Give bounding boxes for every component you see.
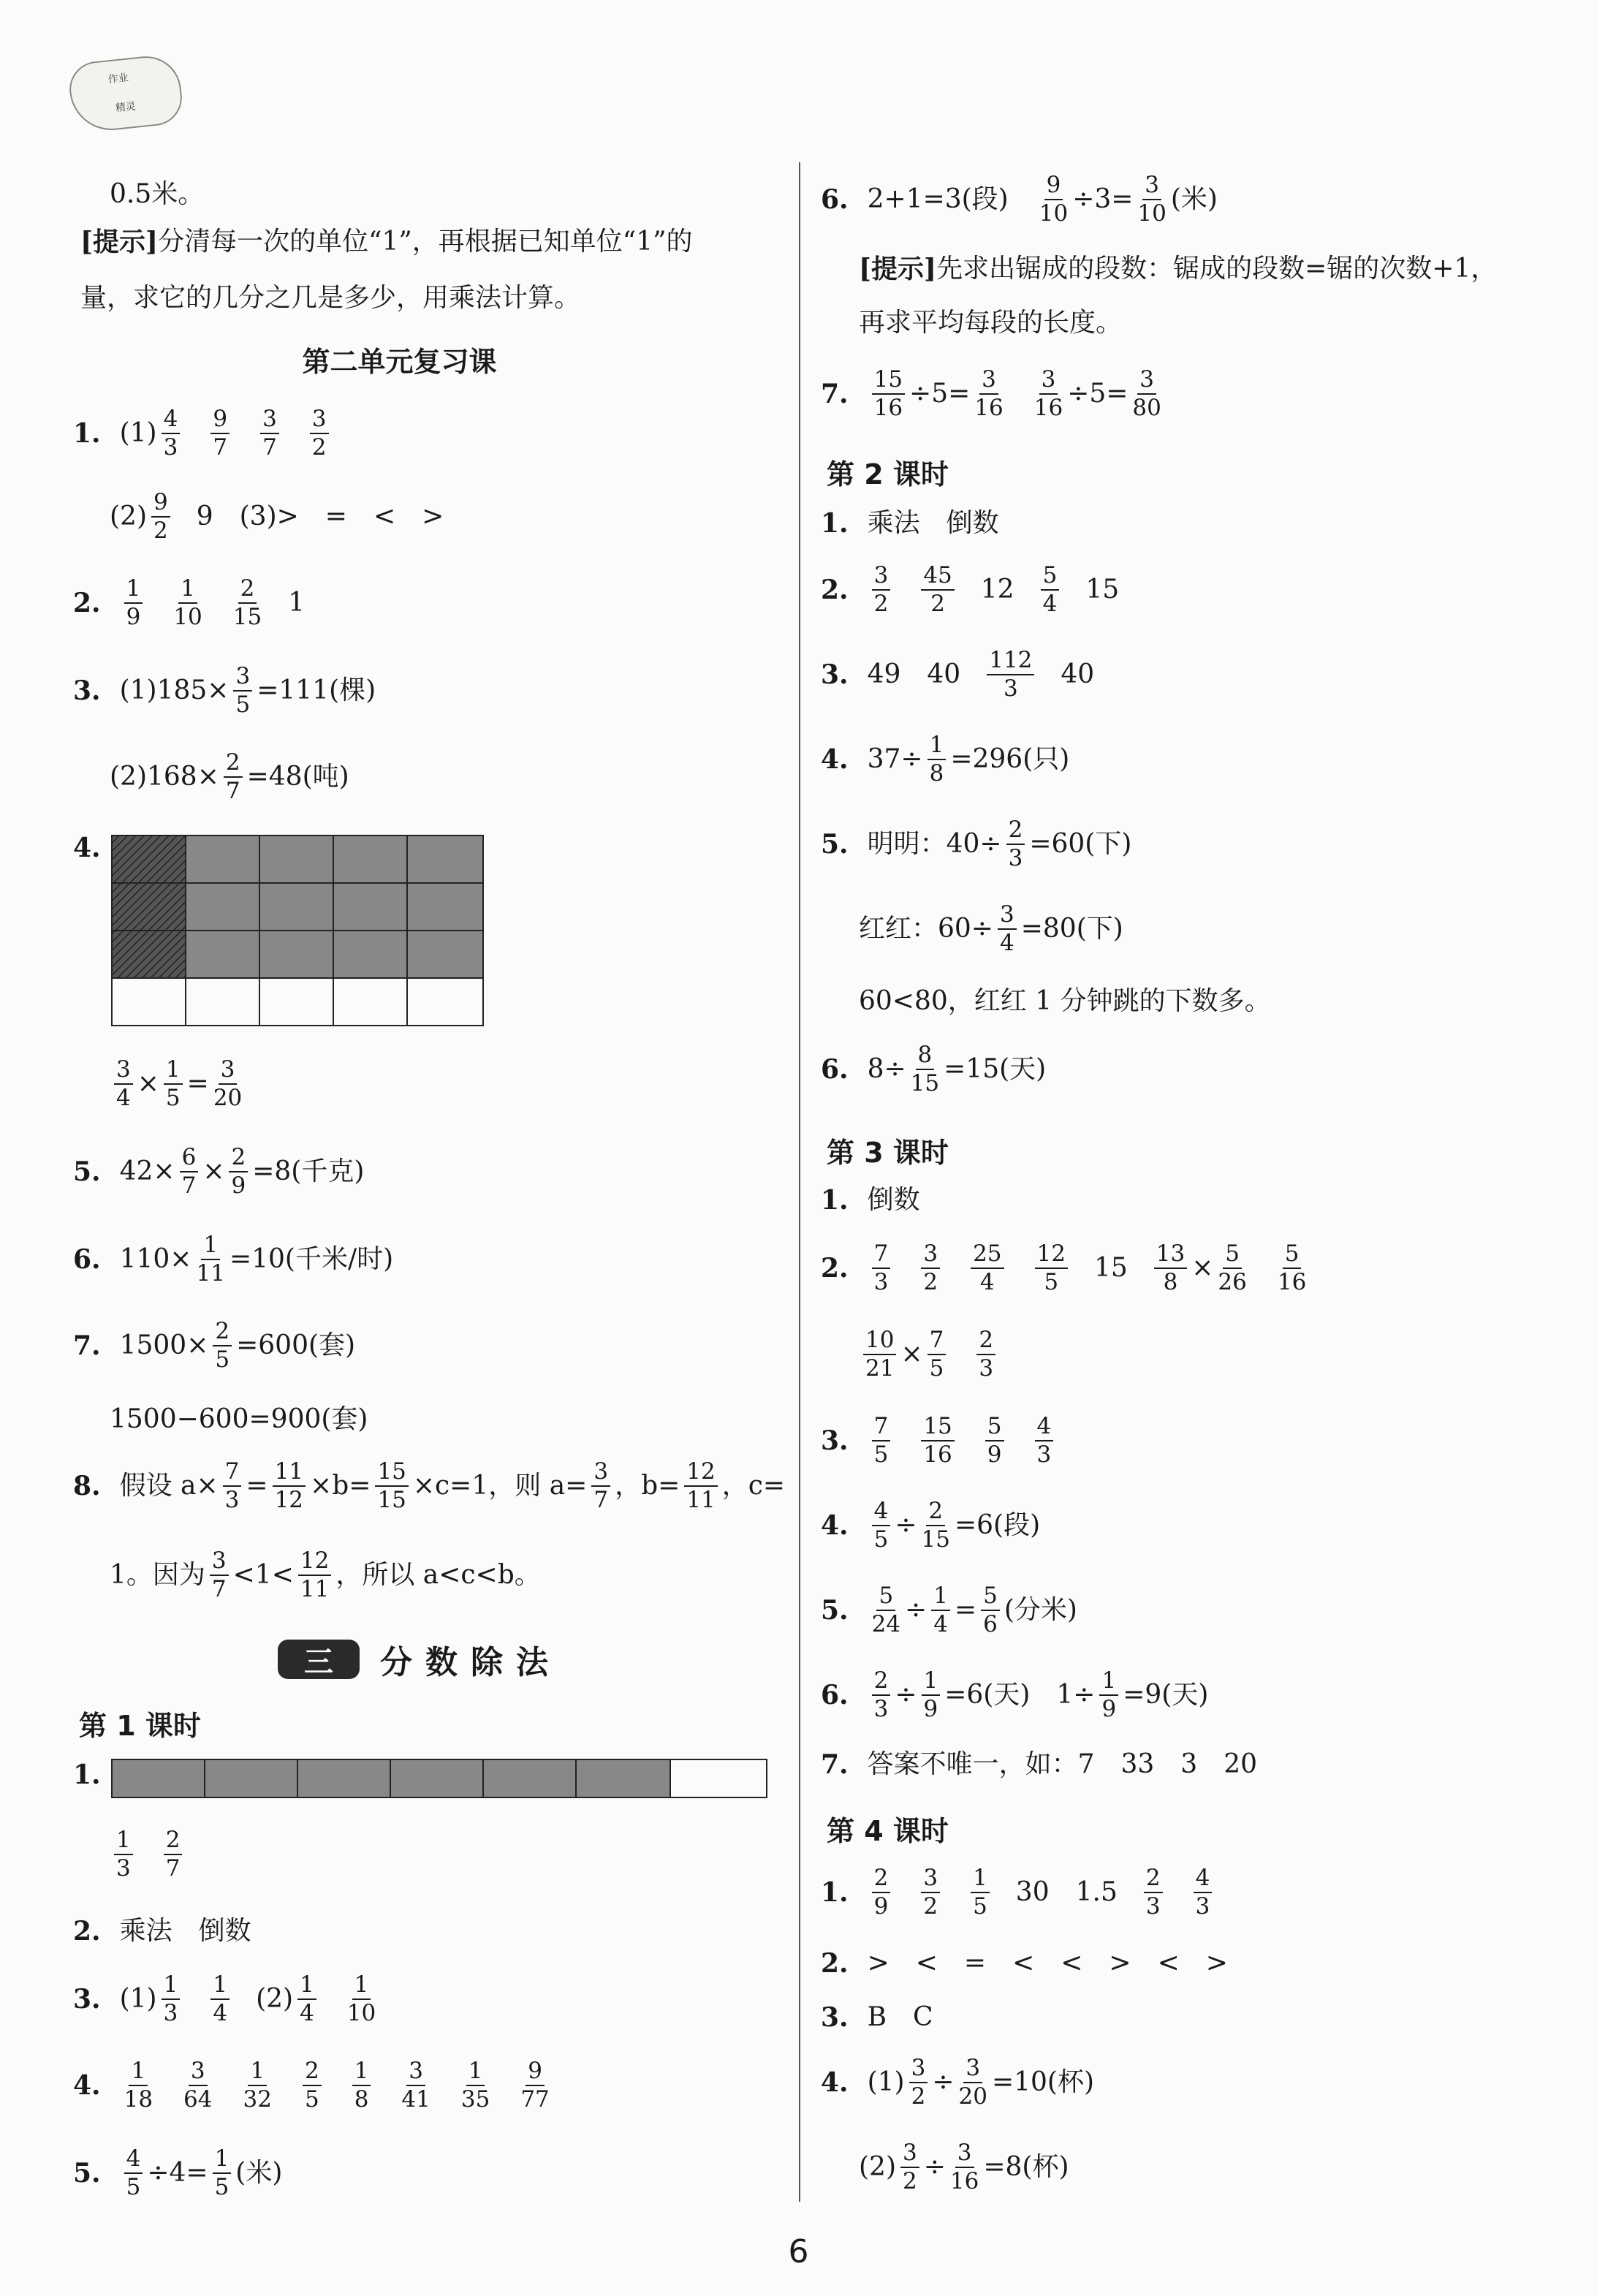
lesson1-question-3: 3. (1) $\frac{1}{3}$ $\frac{1}{4}$ (2) $\frac{1}{4}$ $\frac{1}{10}$ <box>73 1971 376 2026</box>
lesson3-question-3: 3. $\frac{7}{5}$ $\frac{15}{16}$ $\frac{5}{9}$ $\frac{4}{3}$ <box>821 1415 1058 1466</box>
fraction: $\frac{4}{5}$ <box>124 2147 143 2199</box>
fraction: $\frac{3}{2}$ <box>909 2056 928 2108</box>
question-8: 8. 假设 a× $\frac{7}{3}$ = $\frac{11}{12}$ ×b= $\frac{15}{15}$ ×c=1，则 a= $\frac{3}{7}$ ，b= $\frac{12}{11}$ ，c= <box>73 1458 786 1513</box>
question-7: 7. $\frac{15}{16}$ ÷5= $\frac{3}{16}$ $\frac{3}{16}$ ÷5= $\frac{3}{80}$ <box>821 366 1161 421</box>
lesson2-question-5-c: 60<80，红红 1 分钟跳的下数多。 <box>859 986 1271 1016</box>
question-1-b: (2) 9 2 9 (3)> = < > <box>110 489 444 544</box>
fraction: $\frac{12}{5}$ <box>1035 1242 1068 1294</box>
fraction: $\frac{2}{3}$ <box>1006 818 1025 870</box>
fraction: 12 11 <box>298 1549 331 1601</box>
lesson1-question-2: 2. 乘法 倒数 <box>73 1916 251 1947</box>
lesson3-question-1: 1. 倒数 <box>821 1185 920 1216</box>
fraction: $\frac{1}{4}$ <box>210 1973 230 2025</box>
hint-line: [提示] 分清每一次的单位“1”，再根据已知单位“1”的 <box>80 227 693 257</box>
fraction: $\frac{9}{10}$ <box>1039 172 1069 227</box>
fraction: 2 9 <box>872 1866 891 1918</box>
fraction: $\frac{3}{20}$ <box>213 1056 243 1111</box>
fraction: $\frac{11}{12}$ <box>273 1460 306 1512</box>
logo-text: 精灵 <box>115 100 137 115</box>
fraction: $\frac{4}{3}$ <box>162 407 181 459</box>
fraction: $\frac{1}{8}$ <box>928 733 947 785</box>
lesson3-question-5: 5. $\frac{5}{24}$ ÷ $\frac{1}{4}$ = $\frac{5}{6}$ (分米) <box>821 1583 1077 1637</box>
fraction: 2 3 <box>1144 1866 1163 1918</box>
hint-line: 再求平均每段的长度。 <box>859 308 1123 338</box>
fraction: $\frac{7}{5}$ <box>872 1414 891 1466</box>
fraction: $\frac{5}{9}$ <box>985 1414 1004 1466</box>
hint-line: [提示] 先求出锯成的段数：锯成的段数=锯的次数+1， <box>859 254 1498 284</box>
lesson4-question-1: 1. 2 9 3 2 1 5 30 1.5 2 3 4 3 <box>821 1867 1216 1918</box>
fraction: 5 16 <box>1277 1240 1307 1295</box>
lesson2-question-4: 4. 37÷ $\frac{1}{8}$ =296(只) <box>821 732 1070 787</box>
fraction: $\frac{7}{5}$ <box>928 1328 947 1380</box>
unit-3-header <box>278 1636 561 1683</box>
fraction: $\frac{3}{7}$ <box>591 1460 610 1512</box>
fraction: $\frac{1}{9}$ <box>922 1669 941 1721</box>
fraction: $\frac{1}{32}$ <box>243 2058 272 2113</box>
fraction: $\frac{3}{2}$ <box>310 407 329 459</box>
fraction: $\frac{3}{64}$ <box>183 2058 213 2113</box>
lesson2-question-5: 5. 明明：40÷ $\frac{2}{3}$ =60(下) <box>821 817 1132 871</box>
fraction: $\frac{1}{4}$ <box>931 1584 950 1636</box>
lesson4-question-4-b: (2) $\frac{3}{2}$ ÷ $\frac{3}{16}$ =8(杯) <box>859 2140 1069 2194</box>
lesson2-question-6: 6. 8÷ $\frac{8}{15}$ =15(天) <box>821 1042 1047 1096</box>
fraction: $\frac{1}{9}$ <box>124 577 143 629</box>
fraction: $\frac{3}{5}$ <box>233 664 252 716</box>
lesson4-question-3: 3. B C <box>821 2002 933 2033</box>
question-5: 5. 42× $\frac{6}{7}$ × $\frac{2}{9}$ =8(千克) <box>73 1144 365 1199</box>
fraction: $\frac{1}{11}$ <box>196 1232 225 1287</box>
fraction: $\frac{15}{15}$ <box>375 1460 408 1512</box>
question-2: 2. $\frac{1}{9}$ $\frac{1}{10}$ $\frac{2}{15}$ 1 <box>73 575 306 630</box>
fraction: $\frac{3}{16}$ <box>974 366 1004 421</box>
fraction: 5 4 <box>1041 564 1060 615</box>
fraction: $\frac{5}{6}$ <box>981 1584 1000 1636</box>
fraction: 3 2 <box>872 564 891 615</box>
fraction: 1 5 <box>971 1866 990 1918</box>
fraction: $\frac{1}{10}$ <box>346 1971 376 2026</box>
fraction: $\frac{2}{7}$ <box>224 751 243 803</box>
fraction: $\frac{9}{7}$ <box>210 407 230 459</box>
lesson-2-title: 第 2 课时 <box>827 458 949 490</box>
fraction: $\frac{5}{26}$ <box>1218 1240 1247 1295</box>
column-divider <box>799 162 800 2202</box>
fraction: $\frac{1}{10}$ <box>173 575 202 630</box>
fraction: $\frac{3}{2}$ <box>921 1242 940 1294</box>
fraction: $\frac{2}{5}$ <box>303 2059 322 2111</box>
question-3: 3. (1)185× $\frac{3}{5}$ =111(棵) <box>73 663 376 718</box>
fraction: $\frac{1}{18}$ <box>124 2058 153 2113</box>
fraction: 4 3 <box>1194 1866 1213 1918</box>
lesson2-question-3: 3. 49 40 112 3 40 <box>821 647 1095 702</box>
fraction: $\frac{2}{7}$ <box>164 1828 183 1880</box>
fraction: $\frac{3}{16}$ <box>949 2140 979 2194</box>
fraction: $\frac{9}{77}$ <box>520 2058 550 2113</box>
fraction: $\frac{5}{24}$ <box>871 1583 901 1637</box>
fraction: $\frac{1}{4}$ <box>297 1973 316 2025</box>
fraction-grid-diagram <box>111 835 484 1026</box>
lesson3-question-2: 2. $\frac{7}{3}$ $\frac{3}{2}$ $\frac{25}{4}$ $\frac{12}{5}$ 15 $\frac{13}{8}$ × $\frac{5}{26}$ 5 16 <box>821 1240 1307 1295</box>
fraction: $\frac{1}{5}$ <box>213 2147 232 2199</box>
fraction: $\frac{2}{15}$ <box>232 575 262 630</box>
question-3-b: (2)168× $\frac{2}{7}$ =48(吨) <box>110 749 349 804</box>
lesson1-question-1: 1. <box>73 1759 101 1790</box>
fraction: $\frac{3}{80}$ <box>1132 366 1161 421</box>
fraction: $\frac{2}{9}$ <box>229 1145 248 1197</box>
fraction: $\frac{2}{3}$ <box>872 1669 891 1721</box>
fraction: $\frac{1}{5}$ <box>164 1058 183 1110</box>
fraction: $\frac{15}{16}$ <box>872 368 905 420</box>
lesson4-question-4: 4. (1) $\frac{3}{2}$ ÷ $\frac{3}{20}$ =10(杯) <box>821 2055 1095 2110</box>
fraction: $\frac{12}{11}$ <box>684 1460 717 1512</box>
question-7-b: 1500−600=900(套) <box>110 1404 368 1434</box>
fraction: $\frac{4}{3}$ <box>1035 1414 1054 1466</box>
question-4-equation: $\frac{3}{4}$ × $\frac{1}{5}$ = $\frac{3}{20}$ <box>110 1058 246 1110</box>
lesson1-question-4: 4. $\frac{1}{18}$ $\frac{3}{64}$ $\frac{1}{32}$ $\frac{2}{5}$ $\frac{1}{8}$ $\frac{3}{41}$ $\frac{1}{35}$ $\frac{9}{77}$ <box>73 2058 550 2113</box>
question-8-b: 1。因为 3 7 <1< 12 11 ，所以 a<c<b。 <box>110 1547 541 1602</box>
page-number: 6 <box>788 2233 809 2270</box>
lesson-1-title: 第 1 课时 <box>79 1710 201 1742</box>
logo-text: 作业 <box>107 72 129 86</box>
fraction: $\frac{2}{5}$ <box>213 1319 232 1371</box>
lesson3-question-4: 4. $\frac{4}{5}$ ÷ $\frac{2}{15}$ =6(段) <box>821 1498 1041 1553</box>
fraction: $\frac{3}{7}$ <box>260 407 279 459</box>
fraction: 112 3 <box>987 648 1034 700</box>
fraction: $\frac{4}{5}$ <box>872 1499 891 1551</box>
fraction: $\frac{7}{3}$ <box>223 1460 242 1512</box>
lesson2-question-2: 2. 3 2 45 2 12 5 4 15 <box>821 562 1120 617</box>
lesson3-question-6: 6. $\frac{2}{3}$ ÷ $\frac{1}{9}$ =6(天) 1÷ $\frac{1}{9}$ =9(天) <box>821 1667 1209 1722</box>
question-6: 6. 110× $\frac{1}{11}$ =10(千米/时) <box>73 1232 394 1287</box>
review-title: 第二单元复习课 <box>302 346 497 378</box>
fraction: $\frac{1}{8}$ <box>352 2059 371 2111</box>
fraction: $\frac{3}{4}$ <box>998 903 1017 955</box>
fraction: $\frac{3}{20}$ <box>958 2055 987 2110</box>
fraction: $\frac{2}{15}$ <box>921 1498 950 1553</box>
hint-line: 量，求它的几分之几是多少，用乘法计算。 <box>80 283 581 313</box>
publisher-logo <box>67 53 184 134</box>
lesson1-question-5: 5. $\frac{4}{5}$ ÷4= $\frac{1}{5}$ (米) <box>73 2145 283 2200</box>
fraction: 45 2 <box>921 564 954 615</box>
question-7: 7. 1500× $\frac{2}{5}$ =600(套) <box>73 1318 356 1373</box>
fraction: $\frac{25}{4}$ <box>971 1242 1004 1294</box>
unit-title: 分数除法 <box>380 1644 561 1681</box>
fraction: 2 3 <box>976 1328 995 1380</box>
fraction: 9 2 <box>151 490 170 542</box>
fraction: 3 7 <box>210 1549 229 1601</box>
fraction: $\frac{3}{2}$ <box>900 2141 919 2193</box>
fraction: $\frac{13}{8}$ <box>1154 1242 1187 1294</box>
lesson3-question-2-b: $\frac{10}{21}$ × $\frac{7}{5}$ 2 3 <box>859 1329 1000 1380</box>
lesson3-question-7: 7. 答案不唯一，如：7 33 3 20 <box>821 1749 1258 1780</box>
fraction: $\frac{3}{16}$ <box>1033 366 1063 421</box>
lesson-4-title: 第 4 课时 <box>827 1815 949 1847</box>
fraction: $\frac{10}{21}$ <box>863 1328 896 1380</box>
fraction: $\frac{3}{4}$ <box>114 1058 133 1110</box>
lesson4-question-2: 2. > < = < < > < > <box>821 1948 1228 1979</box>
fraction-bar-diagram <box>111 1759 767 1798</box>
fraction: $\frac{1}{3}$ <box>162 1973 181 2025</box>
fraction: $\frac{3}{10}$ <box>1137 172 1167 227</box>
lesson-3-title: 第 3 课时 <box>827 1137 949 1169</box>
lesson1-question-1-answer <box>110 1829 186 1880</box>
unit-badge: 三 <box>278 1640 360 1679</box>
text-line: 0.5米。 <box>110 179 205 209</box>
lesson2-question-1: 1. 乘法 倒数 <box>821 508 999 539</box>
fraction: $\frac{1}{9}$ <box>1099 1669 1118 1721</box>
fraction: $\frac{1}{3}$ <box>114 1828 133 1880</box>
question-6: 6. 2+1=3(段) $\frac{9}{10}$ ÷3= $\frac{3}{10}$ (米) <box>821 172 1218 227</box>
fraction: $\frac{7}{3}$ <box>872 1242 891 1294</box>
fraction: $\frac{3}{41}$ <box>401 2058 430 2113</box>
fraction: $\frac{1}{35}$ <box>460 2058 490 2113</box>
fraction: $\frac{15}{16}$ <box>921 1414 954 1466</box>
fraction: 3 2 <box>921 1866 940 1918</box>
fraction: $\frac{8}{15}$ <box>910 1042 940 1096</box>
lesson2-question-5-b: 红红：60÷ $\frac{3}{4}$ =80(下) <box>859 901 1123 956</box>
fraction: $\frac{6}{7}$ <box>180 1145 199 1197</box>
question-4-number: 4. <box>73 833 101 863</box>
question-1: 1. (1) $\frac{4}{3}$ $\frac{9}{7}$ $\frac{3}{7}$ $\frac{3}{2}$ <box>73 408 333 459</box>
